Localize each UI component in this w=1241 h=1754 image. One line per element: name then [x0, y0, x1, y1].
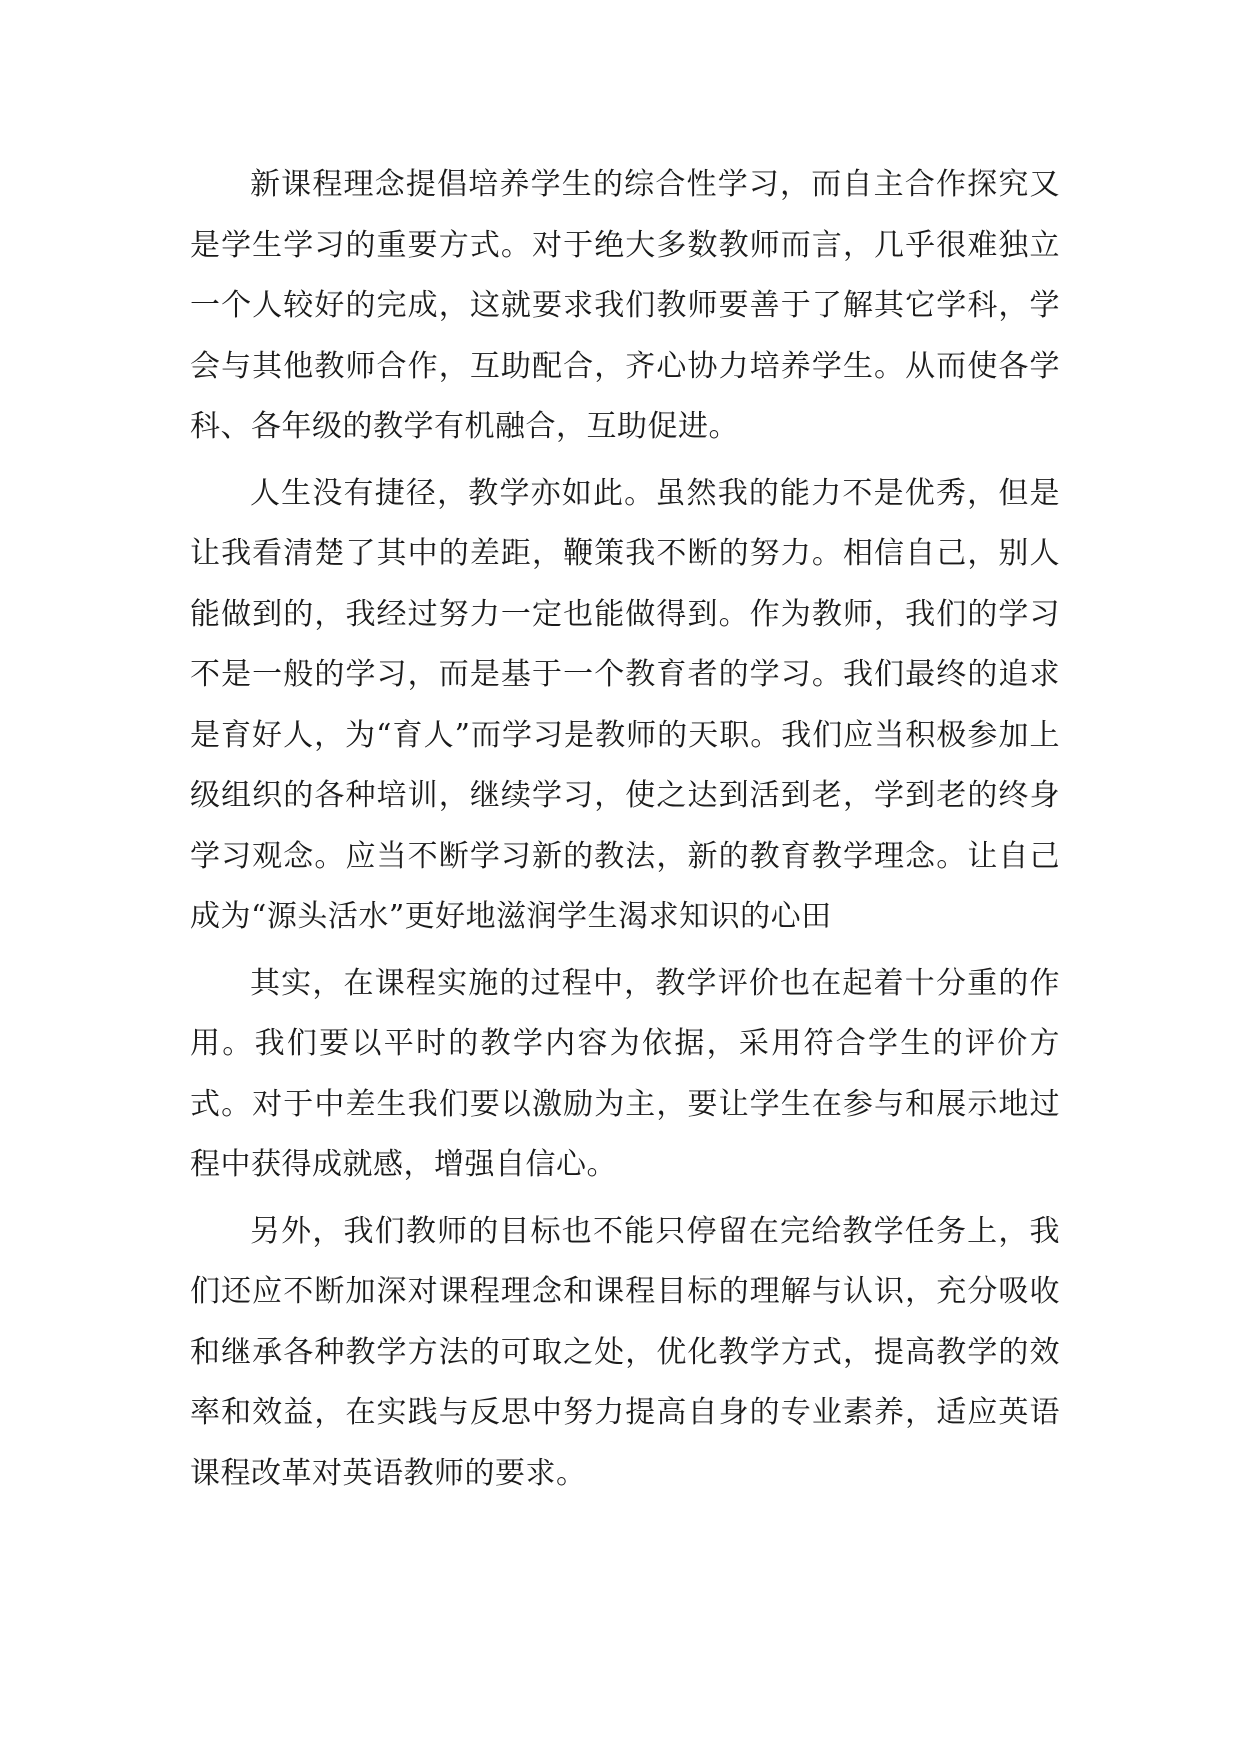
paragraph-1: 新课程理念提倡培养学生的综合性学习，而自主合作探究又是学生学习的重要方式。对于绝大多数教师而言，几乎很难独立一个人较好的完成，这就要求我们教师要善于了解其它学科，学会与其他教师合作，互助配合，齐心协力培养学生。从而使各学科、各年级的教学有机融合，互助促进。: [190, 167, 1060, 444]
paragraph-3: 其实，在课程实施的过程中，教学评价也在起着十分重的作用。我们要以平时的教学内容为依据，采用符合学生的评价方式。对于中差生我们要以激励为主，要让学生在参与和展示地过程中获得成就感，增强自信心。: [190, 965, 1060, 1182]
paragraph-2: 人生没有捷径，教学亦如此。虽然我的能力不是优秀，但是让我看清楚了其中的差距，鞭策我不断的努力。相信自己，别人能做到的，我经过努力一定也能做得到。作为教师，我们的学习不是一般的学习，而是基于一个教育者的学习。我们最终的追求是育好人，为“育人”而学习是教师的天职。我们应当积极参加上级组织的各种培训，继续学习，使之达到活到老，学到老的终身学习观念。应当不断学习新的教法，新的教育教学理念。让自己成为“源头活水”更好地滋润学生渴求知识的心田: [190, 475, 1060, 934]
paragraph-4: 另外，我们教师的目标也不能只停留在完给教学任务上，我们还应不断加深对课程理念和课程目标的理解与认识，充分吸收和继承各种教学方法的可取之处，优化教学方式，提高教学的效率和效益，在实践与反思中努力提高自身的专业素养，适应英语课程改革对英语教师的要求。: [190, 1213, 1060, 1491]
document-body: [190, 155, 1060, 1504]
